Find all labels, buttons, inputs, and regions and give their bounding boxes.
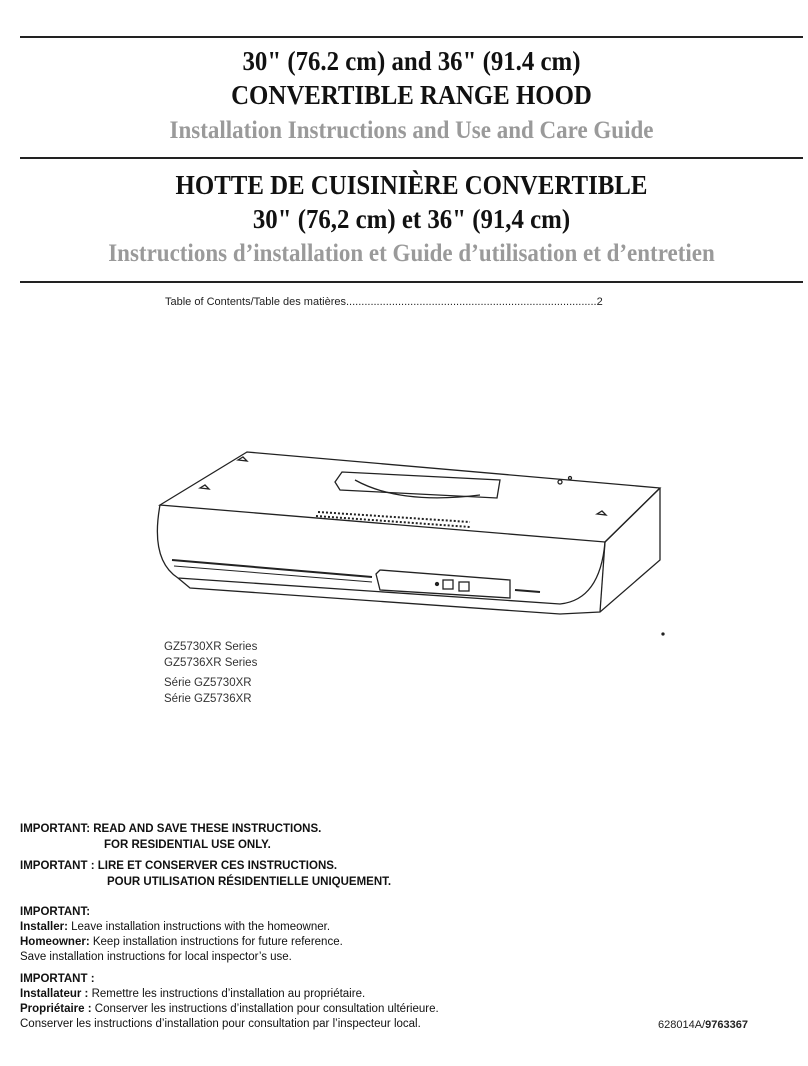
installer-label: Installer: (20, 921, 68, 933)
series-fr-2: Série GZ5736XR (164, 693, 252, 705)
french-title-line-1: HOTTE DE CUISINIÈRE CONVERTIBLE (175, 170, 648, 200)
installateur-note (20, 988, 365, 1000)
english-title-line-1: 30" (76.2 cm) and 36" (91.4 cm) (242, 46, 581, 76)
lower-rule (20, 281, 803, 283)
homeowner-text: Keep installation instructions for future reference. (89, 936, 343, 948)
document-code-part-1: 628014A/ (658, 1019, 706, 1031)
proprietaire-note (20, 1003, 439, 1015)
fan-switch (443, 580, 453, 589)
hood-top-surface (160, 452, 660, 542)
installateur-label: Installateur : (20, 988, 89, 1000)
english-subtitle: Installation Instructions and Use and Care Guide (169, 117, 654, 144)
english-title-line-2: CONVERTIBLE RANGE HOOD (231, 80, 592, 110)
important-en-heading: IMPORTANT: READ AND SAVE THESE INSTRUCTIONS. (20, 823, 322, 835)
proprietaire-label: Propriétaire : (20, 1003, 92, 1015)
control-panel (376, 570, 510, 598)
inspector-note-fr: Conserver les instructions d’installation pour consultation par l’inspecteur local. (20, 1018, 421, 1030)
important-en-heading-2: FOR RESIDENTIAL USE ONLY. (104, 839, 271, 851)
series-en-2: GZ5736XR Series (164, 657, 258, 669)
document-code (658, 1019, 748, 1031)
light-lens (172, 560, 372, 577)
important-fr-heading: IMPORTANT : LIRE ET CONSERVER CES INSTRUCTIONS. (20, 860, 338, 872)
installateur-text: Remettre les instructions d’installation au propriétaire. (88, 988, 366, 1000)
light-switch (459, 582, 469, 591)
installer-text: Leave installation instructions with the homeowner. (67, 921, 331, 933)
toc-page-number: 2 (596, 296, 603, 308)
french-subtitle: Instructions d’installation et Guide d’utilisation et d’entretien (108, 240, 715, 267)
toc-label: Table of Contents/Table des matières (165, 296, 346, 308)
installer-note (20, 921, 330, 933)
hood-bottom-lip (178, 488, 660, 614)
inspector-note-en: Save installation instructions for local inspector’s use. (20, 951, 292, 963)
french-title-line-2: 30" (76,2 cm) et 36" (91,4 cm) (252, 204, 571, 234)
top-rule (20, 36, 803, 38)
important-en-block-title: IMPORTANT: (20, 906, 91, 918)
series-fr-1: Série GZ5730XR (164, 677, 252, 689)
middle-rule (20, 157, 803, 159)
hood-front-face (157, 505, 605, 604)
grille-slots (318, 512, 470, 522)
important-fr-block-title: IMPORTANT : (20, 973, 95, 985)
homeowner-note (20, 936, 343, 948)
table-of-contents-entry[interactable] (165, 296, 603, 308)
document-code-part-2: 9763367 (705, 1019, 748, 1031)
proprietaire-text: Conserver les instructions d’installation pour consultation ultérieure. (91, 1003, 439, 1015)
toc-leader-dots: .................................................................................. (346, 296, 597, 308)
vent-damper (335, 472, 500, 498)
homeowner-label: Homeowner: (20, 936, 90, 948)
series-en-1: GZ5730XR Series (164, 641, 258, 653)
important-fr-heading-2: POUR UTILISATION RÉSIDENTIELLE UNIQUEMENT. (107, 876, 392, 888)
